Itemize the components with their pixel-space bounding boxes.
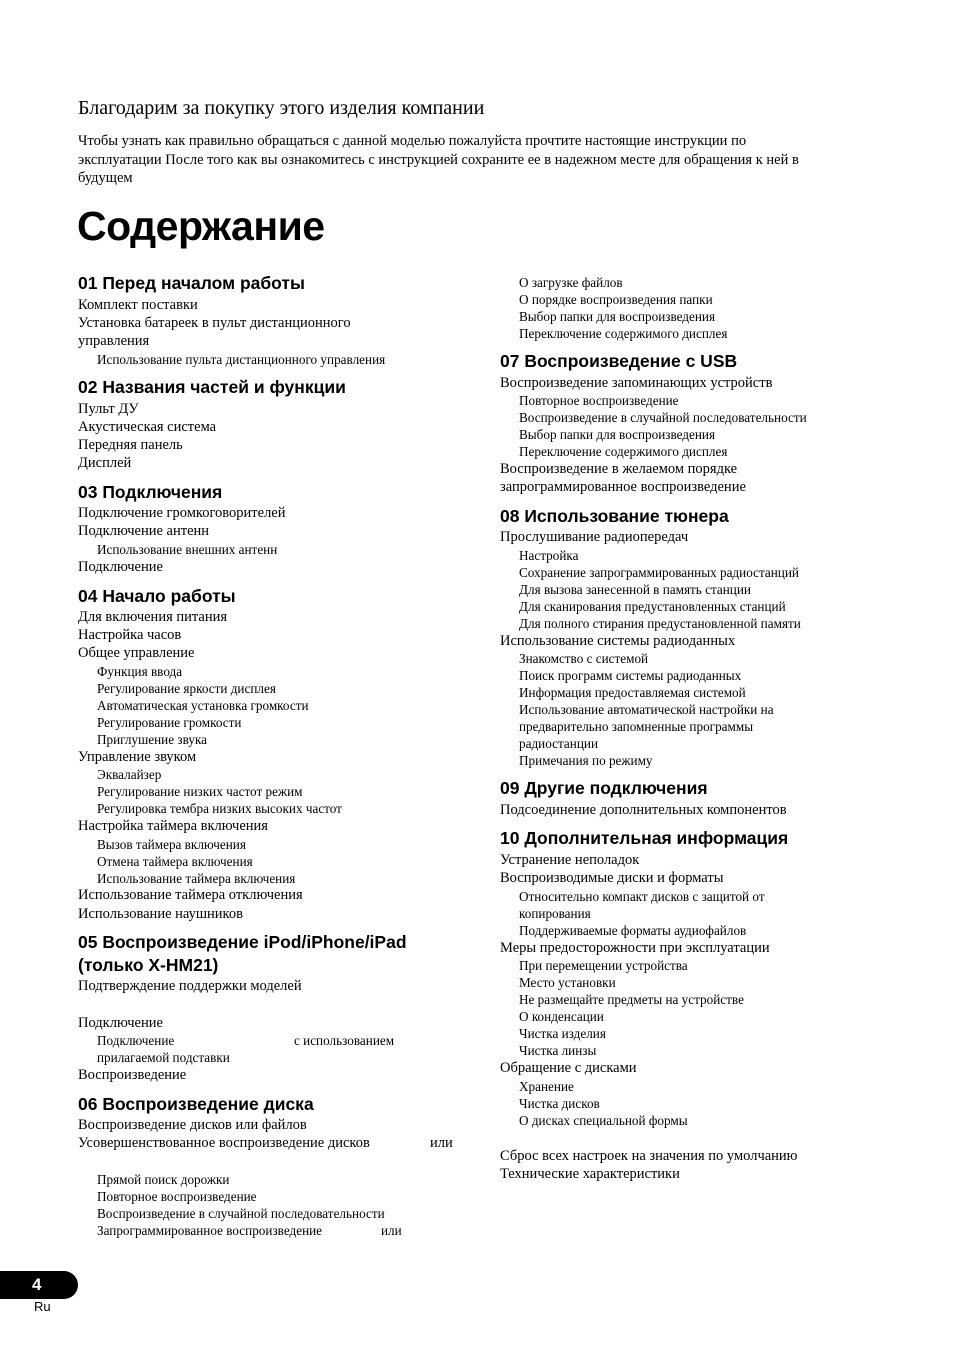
toc-subitem[interactable]: Эквалайзер [97,767,162,782]
toc-item[interactable]: Управление звуком [78,749,197,765]
toc-subitem[interactable]: Воспроизведение в случайной последовательности [519,410,807,425]
toc-subitem[interactable]: Регулирование низких частот режим [97,784,303,799]
toc-subitem[interactable]: Чистка линзы [519,1043,597,1058]
toc-section-05[interactable]: 05 Воспроизведение iPod/iPhone/iPad [78,932,407,952]
toc-subitem[interactable]: Автоматическая установка громкости [97,698,309,713]
toc-subitem[interactable]: Поиск программ системы радиоданных [519,668,742,683]
intro-line: Чтобы узнать как правильно обращаться с данной моделью пожалуйста прочтите настоящие инструкции по [78,133,747,149]
toc-item[interactable]: Использование системы радиоданных [500,633,736,649]
toc-subitem[interactable]: Повторное воспроизведение [97,1189,257,1204]
toc-subitem[interactable]: Регулирование громкости [97,715,242,730]
toc-item[interactable]: Для включения питания [78,609,228,625]
toc-subitem[interactable]: О дисках специальной формы [519,1113,688,1128]
toc-section-01[interactable]: 01 Перед началом работы [78,273,305,293]
toc-item[interactable]: Передняя панель [78,437,183,453]
toc-item[interactable]: Пульт ДУ [78,401,139,417]
toc-item[interactable]: Настройка часов [78,627,182,643]
toc-item[interactable]: Сброс всех настроек на значения по умолчанию [500,1148,798,1164]
toc-item[interactable]: Установка батареек в пульт дистанционного [78,315,351,331]
toc-subitem[interactable]: Вызов таймера включения [97,837,246,852]
toc-item[interactable]: управления [78,333,150,349]
toc-subitem[interactable]: Приглушение звука [97,732,207,747]
toc-item[interactable]: Подключение [78,559,163,575]
toc-section-02[interactable]: 02 Названия частей и функции [78,377,346,397]
intro-paragraph [78,132,898,188]
toc-item[interactable]: Использование таймера отключения [78,887,303,903]
page-number: 4 [32,1275,42,1294]
toc-subitem[interactable]: Сохранение запрограммированных радиостанций [519,565,799,580]
language-code: Ru [34,1299,51,1314]
toc-item[interactable]: Обращение с дисками [500,1060,637,1076]
intro-line: будущем [78,170,133,186]
toc-subitem[interactable]: Для вызова занесенной в память станции [519,582,751,597]
toc-subitem-fragment[interactable]: или [381,1223,402,1238]
toc-section-05-line2[interactable]: (только X-HM21) [78,955,219,975]
toc-item[interactable]: Воспроизведение [78,1067,187,1083]
toc-subitem[interactable]: Чистка изделия [519,1026,606,1041]
toc-item[interactable]: Комплект поставки [78,297,198,313]
toc-subitem[interactable]: Чистка дисков [519,1096,600,1111]
toc-subitem[interactable]: При перемещении устройства [519,958,688,973]
toc-section-10[interactable]: 10 Дополнительная информация [500,828,789,848]
toc-subitem[interactable]: Примечания по режиму [519,753,653,768]
toc-subitem[interactable]: Переключение содержимого дисплея [519,444,728,459]
toc-section-03[interactable]: 03 Подключения [78,482,223,502]
toc-item[interactable]: Технические характеристики [500,1166,680,1182]
toc-item[interactable]: Подключение [78,1015,163,1031]
toc-subitem[interactable]: Повторное воспроизведение [519,393,679,408]
toc-subitem[interactable]: Отмена таймера включения [97,854,253,869]
toc-item[interactable]: Усовершенствованное воспроизведение дисков [78,1135,370,1151]
toc-section-07[interactable]: 07 Воспроизведение с USB [500,351,738,371]
toc-item[interactable]: Дисплей [78,455,132,471]
toc-subitem[interactable]: Функция ввода [97,664,183,679]
toc-item[interactable]: Использование наушников [78,906,243,922]
toc-item[interactable]: Воспроизведение запоминающих устройств [500,375,773,391]
toc-subitem[interactable]: Относительно компакт дисков с защитой от [519,889,765,904]
page-title: Содержание [77,203,325,249]
toc-subitem[interactable]: Подключение [97,1033,175,1048]
toc-subitem[interactable]: Выбор папки для воспроизведения [519,309,716,324]
toc-item[interactable]: Воспроизведение в желаемом порядке [500,461,738,477]
toc-item[interactable]: Меры предосторожности при эксплуатации [500,940,770,956]
toc-item-fragment[interactable]: или [430,1135,453,1151]
toc-subitem[interactable]: Переключение содержимого дисплея [519,326,728,341]
toc-subitem[interactable]: Использование пульта дистанционного управления [97,352,386,367]
toc-item[interactable]: Подтверждение поддержки моделей [78,978,302,994]
toc-item[interactable]: Воспроизводимые диски и форматы [500,870,724,886]
toc-subitem[interactable]: Не размещайте предметы на устройстве [519,992,744,1007]
toc-subitem[interactable]: О порядке воспроизведения папки [519,292,713,307]
toc-subitem[interactable]: Прямой поиск дорожки [97,1172,230,1187]
toc-subitem[interactable]: радиостанции [519,736,598,751]
toc-subitem[interactable]: Для полного стирания предустановленной памяти [519,616,801,631]
toc-item[interactable]: Акустическая система [78,419,217,435]
toc-item[interactable]: запрограммированное воспроизведение [500,479,746,495]
toc-subitem[interactable]: О загрузке файлов [519,275,623,290]
toc-item[interactable]: Подключение громкоговорителей [78,505,286,521]
toc-subitem[interactable]: предварительно запомненные программы [519,719,754,734]
toc-item[interactable]: Подсоединение дополнительных компонентов [500,802,787,818]
thanks-heading: Благодарим за покупку этого изделия компании [78,97,485,119]
toc-subitem[interactable]: Регулирование яркости дисплея [97,681,276,696]
toc-subitem[interactable]: О конденсации [519,1009,604,1024]
toc-subitem-fragment[interactable]: с использованием [294,1033,395,1048]
intro-line: эксплуатации После того как вы ознакомитесь с инструкцией сохраните ее в надежном месте для обращения к ней в [78,151,799,168]
toc-item[interactable]: Воспроизведение дисков или файлов [78,1117,307,1133]
toc-subitem[interactable]: Запрограммированное воспроизведение [97,1223,323,1238]
toc-subitem[interactable]: копирования [519,906,591,921]
toc-subitem[interactable]: Использование автоматической настройки на [519,702,774,717]
toc-subitem[interactable]: Использование таймера включения [97,871,296,886]
toc-subitem[interactable]: Поддерживаемые форматы аудиофайлов [519,923,747,938]
toc-subitem[interactable]: Информация предоставляемая системой [519,685,746,700]
toc-section-04[interactable]: 04 Начало работы [78,586,236,606]
toc-subitem[interactable]: Для сканирования предустановленных станций [519,599,786,614]
toc-subitem[interactable]: Настройка [519,548,579,563]
toc-item[interactable]: Настройка таймера включения [78,818,268,834]
toc-item[interactable]: Устранение неполадок [500,852,640,868]
toc-subitem[interactable]: Регулировка тембра низких высоких частот [97,801,342,816]
toc-section-06[interactable]: 06 Воспроизведение диска [78,1094,314,1114]
toc-item[interactable]: Прослушивание радиопередач [500,529,689,545]
toc-subitem[interactable]: прилагаемой подставки [97,1050,230,1065]
toc-section-09[interactable]: 09 Другие подключения [500,778,708,798]
toc-subitem[interactable]: Знакомство с системой [519,651,649,666]
toc-subitem[interactable]: Выбор папки для воспроизведения [519,427,716,442]
toc-item[interactable]: Общее управление [78,645,195,661]
toc-subitem[interactable]: Использование внешних антенн [97,542,278,557]
toc-section-08[interactable]: 08 Использование тюнера [500,506,729,526]
toc-subitem[interactable]: Место установки [519,975,616,990]
toc-item[interactable]: Подключение антенн [78,523,210,539]
toc-subitem[interactable]: Воспроизведение в случайной последовательности [97,1206,385,1221]
toc-subitem[interactable]: Хранение [519,1079,574,1094]
